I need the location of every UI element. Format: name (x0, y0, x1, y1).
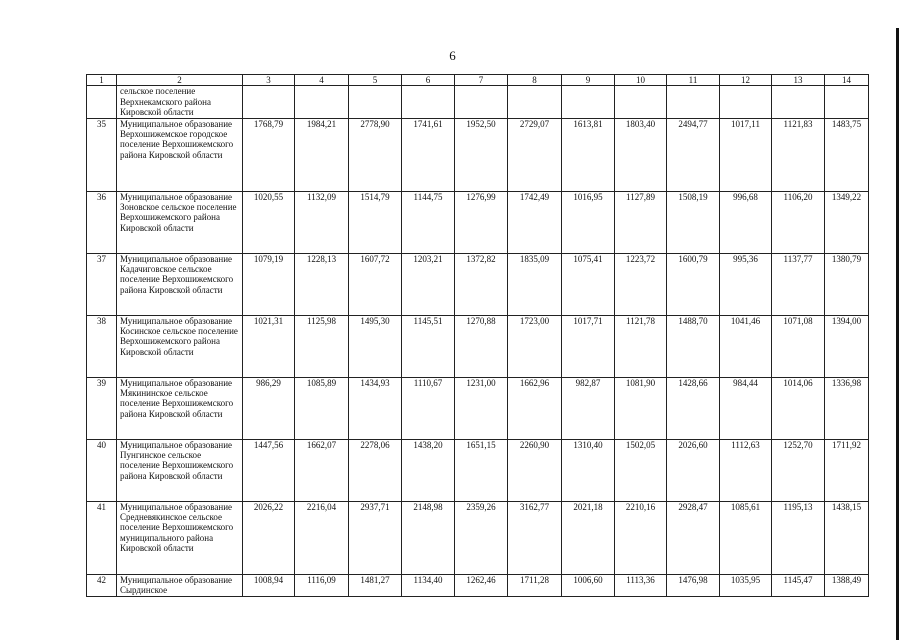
value-cell-col-8: 1662,96 (508, 377, 562, 439)
municipality-name-cell: Муниципальное образование Пунгинское сельское поселение Верхошижемского района Кировской области (117, 439, 243, 501)
value-cell-col-4: 1662,07 (295, 439, 349, 501)
tariff-table (86, 74, 869, 597)
value-cell-col-12: 984,44 (720, 377, 772, 439)
value-cell-col-7: 1262,46 (455, 574, 508, 596)
value-cell-col-3: 986,29 (243, 377, 295, 439)
value-cell-col-13: 1071,08 (772, 315, 825, 377)
value-cell-col-13: 1121,83 (772, 118, 825, 191)
value-cell-col-9: 1016,95 (562, 191, 615, 253)
value-cell-col-4: 1116,09 (295, 574, 349, 596)
table-header-row (87, 75, 869, 86)
row-number-cell: 39 (87, 377, 117, 439)
table-row (87, 118, 869, 191)
value-cell-col-10: 1081,90 (615, 377, 667, 439)
value-cell-col-9: 1006,60 (562, 574, 615, 596)
row-number-cell: 42 (87, 574, 117, 596)
value-cell-col-13: 1137,77 (772, 253, 825, 315)
value-cell-col-4: 1125,98 (295, 315, 349, 377)
value-cell-col-12: 1035,95 (720, 574, 772, 596)
value-cell-col-12: 996,68 (720, 191, 772, 253)
value-cell-col-3: 1079,19 (243, 253, 295, 315)
value-cell-col-6: 1134,40 (402, 574, 455, 596)
value-cell-col-3: 1020,55 (243, 191, 295, 253)
value-cell-col-3: 1447,56 (243, 439, 295, 501)
value-cell-col-14: 1336,98 (825, 377, 869, 439)
column-header-3: 3 (243, 75, 295, 86)
table-row (87, 439, 869, 501)
continuation-name-cell: сельское поселение Верхнекамского района Кировской области (117, 86, 243, 118)
municipality-name-cell: Муниципальное образование Верхошижемское городское поселение Верхошижемского района Кировской области (117, 118, 243, 191)
value-cell-col-4: 1984,21 (295, 118, 349, 191)
municipality-name-cell: Муниципальное образование Мякининское сельское поселение Верхошижемского района Кировской области (117, 377, 243, 439)
continuation-num-cell (87, 86, 117, 118)
row-number-cell: 37 (87, 253, 117, 315)
column-header-5: 5 (349, 75, 402, 86)
value-cell-col-4: 2216,04 (295, 501, 349, 574)
value-cell-col-11: 1428,66 (667, 377, 720, 439)
value-cell-col-12: 1017,11 (720, 118, 772, 191)
value-cell-col-6: 1144,75 (402, 191, 455, 253)
value-cell-col-9: 1017,71 (562, 315, 615, 377)
value-cell-col-6: 1741,61 (402, 118, 455, 191)
value-cell-col-14: 1711,92 (825, 439, 869, 501)
row-number-cell: 40 (87, 439, 117, 501)
value-cell-col-12: 1085,61 (720, 501, 772, 574)
value-cell-col-10: 1223,72 (615, 253, 667, 315)
value-cell-col-7: 1276,99 (455, 191, 508, 253)
value-cell-col-14: 1394,00 (825, 315, 869, 377)
row-number-cell: 38 (87, 315, 117, 377)
column-header-2: 2 (117, 75, 243, 86)
continuation-row (87, 86, 869, 118)
value-cell-col-7: 2359,26 (455, 501, 508, 574)
value-cell-col-4: 1132,09 (295, 191, 349, 253)
value-cell-col-6: 1110,67 (402, 377, 455, 439)
value-cell-col-5: 2278,06 (349, 439, 402, 501)
value-cell-col-11: 1488,70 (667, 315, 720, 377)
value-cell-col-12: 995,36 (720, 253, 772, 315)
value-cell-col-12: 1112,63 (720, 439, 772, 501)
value-cell-col-8: 2260,90 (508, 439, 562, 501)
value-cell-col-6: 1203,21 (402, 253, 455, 315)
value-cell-col-10: 1803,40 (615, 118, 667, 191)
value-cell-col-9: 982,87 (562, 377, 615, 439)
table-row (87, 315, 869, 377)
value-cell-col-7: 1231,00 (455, 377, 508, 439)
table-row (87, 191, 869, 253)
column-header-9: 9 (562, 75, 615, 86)
value-cell-col-5: 1495,30 (349, 315, 402, 377)
value-cell-col-8: 1742,49 (508, 191, 562, 253)
value-cell-col-11: 2928,47 (667, 501, 720, 574)
value-cell-col-13: 1145,47 (772, 574, 825, 596)
value-cell-col-9: 2021,18 (562, 501, 615, 574)
value-cell-col-9: 1075,41 (562, 253, 615, 315)
value-cell-col-8: 2729,07 (508, 118, 562, 191)
value-cell-col-4: 1085,89 (295, 377, 349, 439)
municipality-name-cell: Муниципальное образование Кадачиговское сельское поселение Верхошижемского района Кировской области (117, 253, 243, 315)
column-header-6: 6 (402, 75, 455, 86)
municipality-name-cell: Муниципальное образование Косинское сельское поселение Верхошижемского района Кировской области (117, 315, 243, 377)
row-number-cell: 41 (87, 501, 117, 574)
value-cell-col-3: 1021,31 (243, 315, 295, 377)
value-cell-col-13: 1252,70 (772, 439, 825, 501)
value-cell-col-6: 1438,20 (402, 439, 455, 501)
table-row (87, 253, 869, 315)
value-cell-col-8: 3162,77 (508, 501, 562, 574)
value-cell-col-11: 1508,19 (667, 191, 720, 253)
value-cell-col-4: 1228,13 (295, 253, 349, 315)
value-cell-col-8: 1711,28 (508, 574, 562, 596)
value-cell-col-7: 1372,82 (455, 253, 508, 315)
column-header-4: 4 (295, 75, 349, 86)
value-cell-col-8: 1723,00 (508, 315, 562, 377)
value-cell-col-14: 1349,22 (825, 191, 869, 253)
scan-edge-bar (896, 28, 899, 640)
column-header-13: 13 (772, 75, 825, 86)
value-cell-col-14: 1483,75 (825, 118, 869, 191)
value-cell-col-10: 1502,05 (615, 439, 667, 501)
value-cell-col-11: 1476,98 (667, 574, 720, 596)
row-number-cell: 35 (87, 118, 117, 191)
table-row (87, 574, 869, 596)
value-cell-col-14: 1380,79 (825, 253, 869, 315)
column-header-14: 14 (825, 75, 869, 86)
value-cell-col-10: 1121,78 (615, 315, 667, 377)
municipality-name-cell: Муниципальное образование Средневякинское сельское поселение Верхошижемского муниципального района Кировской области (117, 501, 243, 574)
table-row (87, 501, 869, 574)
value-cell-col-10: 2210,16 (615, 501, 667, 574)
value-cell-col-7: 1651,15 (455, 439, 508, 501)
value-cell-col-9: 1613,81 (562, 118, 615, 191)
value-cell-col-9: 1310,40 (562, 439, 615, 501)
value-cell-col-8: 1835,09 (508, 253, 562, 315)
value-cell-col-13: 1195,13 (772, 501, 825, 574)
municipality-name-cell: Муниципальное образование Сырдинское (117, 574, 243, 596)
municipality-name-cell: Муниципальное образование Зоновское сельское поселение Верхошижемского района Кировской области (117, 191, 243, 253)
value-cell-col-11: 2494,77 (667, 118, 720, 191)
column-header-1: 1 (87, 75, 117, 86)
table-row (87, 377, 869, 439)
value-cell-col-5: 1434,93 (349, 377, 402, 439)
value-cell-col-14: 1388,49 (825, 574, 869, 596)
value-cell-col-13: 1106,20 (772, 191, 825, 253)
value-cell-col-14: 1438,15 (825, 501, 869, 574)
column-header-12: 12 (720, 75, 772, 86)
value-cell-col-7: 1270,88 (455, 315, 508, 377)
value-cell-col-3: 2026,22 (243, 501, 295, 574)
value-cell-col-6: 2148,98 (402, 501, 455, 574)
column-header-10: 10 (615, 75, 667, 86)
value-cell-col-7: 1952,50 (455, 118, 508, 191)
value-cell-col-10: 1113,36 (615, 574, 667, 596)
value-cell-col-11: 2026,60 (667, 439, 720, 501)
column-header-7: 7 (455, 75, 508, 86)
value-cell-col-11: 1600,79 (667, 253, 720, 315)
page-number: 6 (449, 48, 456, 63)
value-cell-col-3: 1008,94 (243, 574, 295, 596)
column-header-8: 8 (508, 75, 562, 86)
column-header-11: 11 (667, 75, 720, 86)
value-cell-col-5: 2937,71 (349, 501, 402, 574)
value-cell-col-5: 1607,72 (349, 253, 402, 315)
value-cell-col-5: 2778,90 (349, 118, 402, 191)
value-cell-col-12: 1041,46 (720, 315, 772, 377)
value-cell-col-5: 1514,79 (349, 191, 402, 253)
value-cell-col-5: 1481,27 (349, 574, 402, 596)
value-cell-col-6: 1145,51 (402, 315, 455, 377)
value-cell-col-10: 1127,89 (615, 191, 667, 253)
value-cell-col-13: 1014,06 (772, 377, 825, 439)
row-number-cell: 36 (87, 191, 117, 253)
value-cell-col-3: 1768,79 (243, 118, 295, 191)
